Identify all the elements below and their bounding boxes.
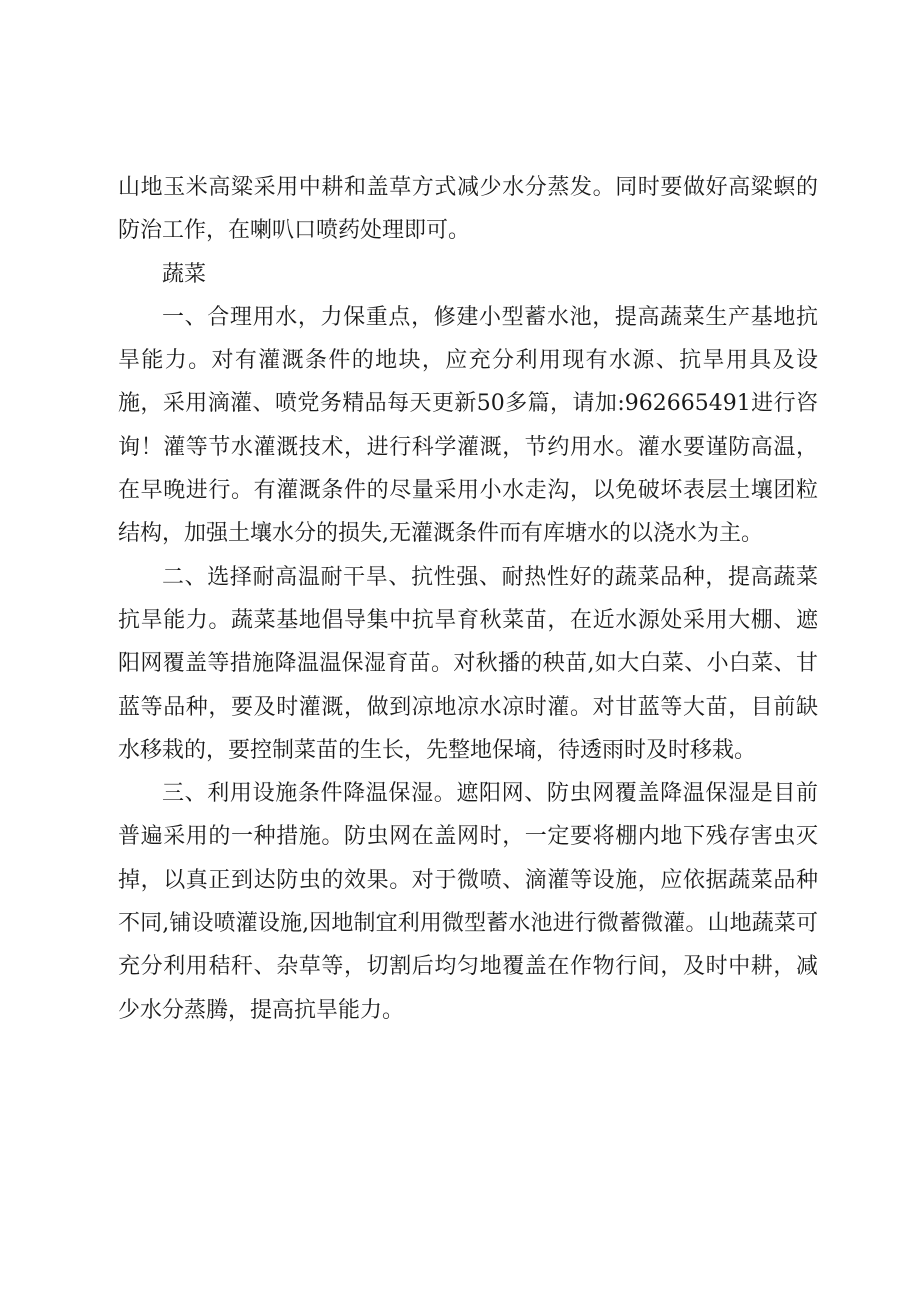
paragraph-item-3: 三、利用设施条件降温保湿。遮阳网、防虫网覆盖降温保湿是目前普遍采用的一种措施。防虫网在盖网时，一定要将棚内地下残存害虫灭掉，以真正到达防虫的效果。对于微喷、滴灌等设施，应依据蔬菜品种不同,铺设喷灌设施,因地制宜利用微型蓄水池进行微蓄微灌。山地蔬菜可充分利用秸秆、杂草等，切割后均匀地覆盖在作物行间，及时中耕，减少水分蒸腾，提高抗旱能力。 bbox=[118, 781, 818, 1023]
document-page bbox=[118, 166, 818, 1032]
paragraph-item-2: 二、选择耐高温耐干旱、抗性强、耐热性好的蔬菜品种，提高蔬菜抗旱能力。蔬菜基地倡导集中抗旱育秋菜苗，在近水源处采用大棚、遮阳网覆盖等措施降温温保湿育苗。对秋播的秧苗,如大白菜、小白菜、甘蓝等品种，要及时灌溉，做到凉地凉水凉时灌。对甘蓝等大苗，目前缺水移栽的，要控制菜苗的生长，先整地保墒，待透雨时及时移栽。 bbox=[118, 564, 818, 763]
paragraph-item-1: 一、合理用水，力保重点，修建小型蓄水池，提高蔬菜生产基地抗旱能力。对有灌溉条件的地块，应充分利用现有水源、抗旱用具及设施，采用滴灌、喷党务精品每天更新50多篇，请加:962665491进行咨询！灌等节水灌溉技术，进行科学灌溉，节约用水。灌水要谨防高温，在早晚进行。有灌溉条件的尽量采用小水走沟，以免破坏表层土壤团粒结构，加强土壤水分的损失,无灌溉条件而有库塘水的以浇水为主。 bbox=[118, 304, 818, 547]
paragraph-continuation: 山地玉米高粱采用中耕和盖草方式减少水分蒸发。同时要做好高粱螟的防治工作，在喇叭口喷药处理即可。 bbox=[118, 175, 818, 244]
section-heading-vegetables: 蔬菜 bbox=[162, 261, 207, 287]
